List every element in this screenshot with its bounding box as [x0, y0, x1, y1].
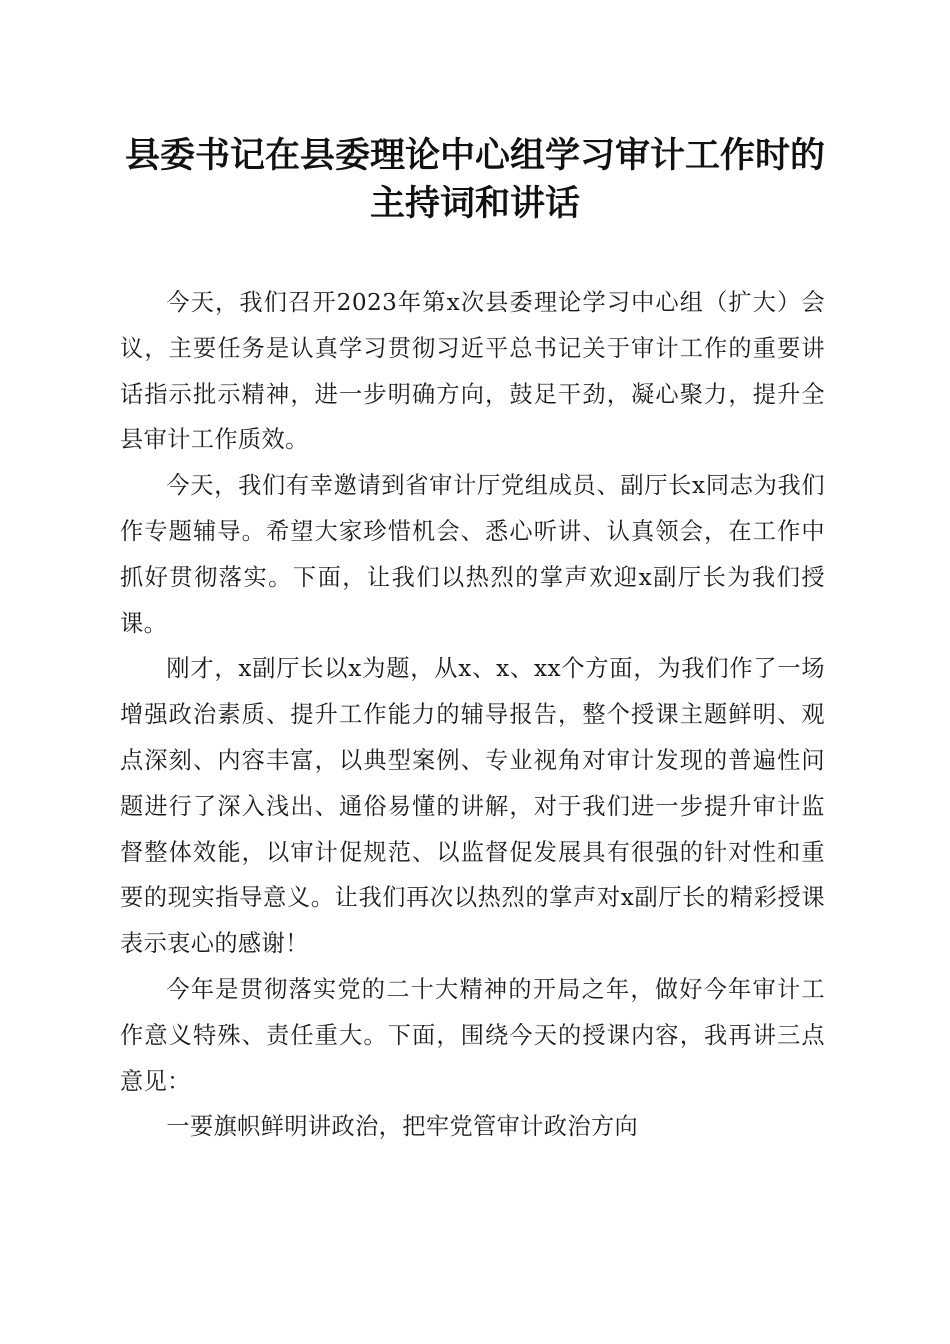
paragraph-introduction: 今天，我们有幸邀请到省审计厅党组成员、副厅长x同志为我们作专题辅导。希望大家珍惜机会、悉心听讲、认真领会，在工作中抓好贯彻落实。下面，让我们以热烈的掌声欢迎x副厅长为我们授课。 [120, 472, 825, 637]
paragraph-thanks: 刚才，x副厅长以x为题，从x、x、xx个方面，为我们作了一场增强政治素质、提升工作能力的辅导报告，整个授课主题鲜明、观点深刻、内容丰富，以典型案例、专业视角对审计发现的普遍性问题进行了深入浅出、通俗易懂的讲解，对于我们进一步提升审计监督整体效能，以审计促规范、以监督促发展具有很强的针对性和重要的现实指导意义。让我们再次以热烈的掌声对x副厅长的精彩授课表示衷心的感谢！ [120, 655, 825, 958]
title-line-1: 县委书记在县委理论中心组学习审计工作时的 [124, 135, 825, 176]
title-line-2: 主持词和讲话 [369, 183, 580, 224]
document-title [110, 132, 840, 228]
paragraph-opening: 今天，我们召开2023年第x次县委理论学习中心组（扩大）会议，主要任务是认真学习贯彻习近平总书记关于审计工作的重要讲话指示批示精神，进一步明确方向，鼓足干劲，凝心聚力，提升全县审计工作质效。 [120, 289, 825, 454]
paragraph-point-one: 一要旗帜鲜明讲政治，把牢党管审计政治方向 [166, 1113, 639, 1141]
paragraph-transition: 今年是贯彻落实党的二十大精神的开局之年，做好今年审计工作意义特殊、责任重大。下面，围绕今天的授课内容，我再讲三点意见： [120, 975, 825, 1095]
document-body [120, 280, 825, 1150]
